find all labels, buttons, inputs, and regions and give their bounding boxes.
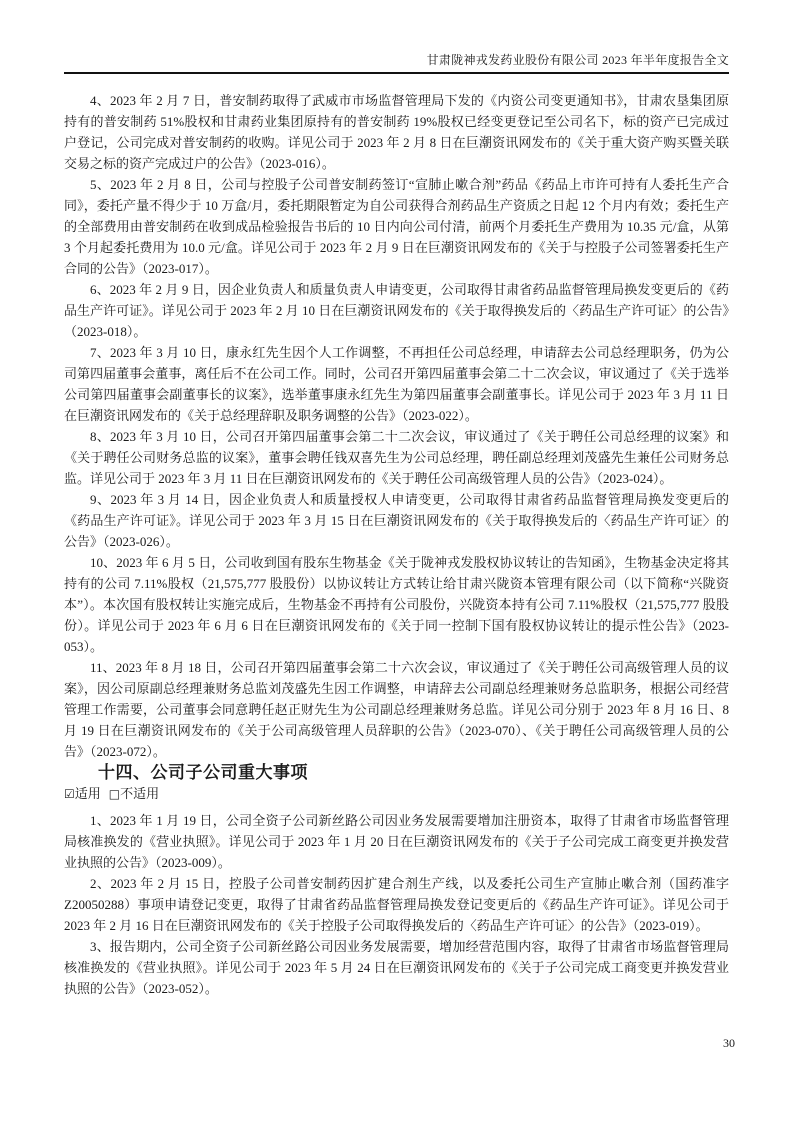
page-number: 30: [723, 1036, 735, 1050]
report-title: 甘肃陇神戎发药业股份有限公司 2023 年半年度报告全文: [426, 53, 729, 67]
major-event-paragraph-4: 4、2023 年 2 月 7 日，普安制药取得了武威市市场监督管理局下发的《内资公司变更通知书》，甘肃农垦集团原持有的普安制药 51%股权和甘肃药业集团原持有的普安制药 19%股权已经变更登记至公司名下，标的资产已完成过户登记，公司完成对普安制药的收购。详见公司于 2023 年 2 月 8 日在巨潮资讯网发布的《关于重大资产购买暨关联交易之标的资产完成过户的公告》（2023-016）。: [64, 93, 729, 171]
subsidiary-event-paragraph-3: 3、报告期内，公司全资子公司新丝路公司因业务发展需要，增加经营范围内容，取得了甘肃省市场监督管理局核准换发的《营业执照》。详见公司于 2023 年 5 月 24 日在巨潮资讯网发布的《关于子公司完成工商变更并换发营业执照的公告》（2023-052）。: [64, 939, 729, 996]
major-event-paragraph-6: 6、2023 年 2 月 9 日，因企业负责人和质量负责人申请变更，公司取得甘肃省药品监督管理局换发变更后的《药品生产许可证》。详见公司于 2023 年 2 月 10 日在巨潮资讯网发布的《关于取得换发后的〈药品生产许可证〉的公告》（2023-018）。: [64, 282, 729, 339]
major-event-paragraph-10: 10、2023 年 6 月 5 日，公司收到国有股东生物基金《关于陇神戎发股权协议转让的告知函》，生物基金决定将其持有的公司 7.11%股权（21,575,777 股股份）以协议转让方式转让给甘肃兴陇资本管理有限公司（以下简称“兴陇资本”）。本次国有股权转让实施完成后，生物基金不再持有公司股份，兴陇资本持有公司 7.11%股权（21,575,777 股股份）。详见公司于 2023 年 6 月 6 日在巨潮资讯网发布的《关于同一控制下国有股权协议转让的提示性公告》（2023-053）。: [64, 555, 729, 654]
major-event-paragraph-5: 5、2023 年 2 月 8 日，公司与控股子公司普安制药签订“宣肺止嗽合剂”药品《药品上市许可持有人委托生产合同》，委托产量不得少于 10 万盒/月，委托期限暂定为自公司获得合剂药品生产资质之日起 12 个月内有效；委托生产的全部费用由普安制药在收到成品检验报告书后的 10 日内向公司付清，前两个月委托生产费用为 10.35 元/盒，从第 3 个月起委托费用为 10.0 元/盒。详见公司于 2023 年 2 月 9 日在巨潮资讯网发布的《关于与控股子公司签署委托生产合同的公告》（2023-017）。: [64, 177, 729, 276]
major-event-paragraph-7: 7、2023 年 3 月 10 日，康永红先生因个人工作调整，不再担任公司总经理，申请辞去公司总经理职务，仍为公司第四届董事会董事，离任后不在公司工作。同时，公司召开第四届董事会第二十二次会议，审议通过了《关于选举公司第四届董事会副董事长的议案》，选举董事康永红先生为第四届董事会副董事长。详见公司于 2023 年 3 月 11 日在巨潮资讯网发布的《关于总经理辞职及职务调整的公告》（2023-022）。: [64, 345, 729, 423]
subsidiary-event-paragraph-1: 1、2023 年 1 月 19 日，公司全资子公司新丝路公司因业务发展需要增加注册资本，取得了甘肃省市场监督管理局核准换发的《营业执照》。详见公司于 2023 年 1 月 20 日在巨潮资讯网发布的《关于子公司完成工商变更并换发营业执照的公告》（2023-009）。: [64, 813, 729, 870]
section-heading-subsidiary-major-events: 十四、公司子公司重大事项: [98, 763, 308, 782]
major-event-paragraph-8: 8、2023 年 3 月 10 日，公司召开第四届董事会第二十二次会议，审议通过了《关于聘任公司总经理的议案》和《关于聘任公司财务总监的议案》，董事会聘任钱双喜先生为公司总经理，聘任副总经理刘茂盛先生兼任公司财务总监。详见公司于 2023 年 3 月 11 日在巨潮资讯网发布的《关于聘任公司高级管理人员的公告》（2023-024）。: [64, 429, 729, 486]
page-header: [64, 52, 729, 74]
checkbox-unchecked-icon: □: [108, 787, 121, 801]
subsidiary-event-paragraph-2: 2、2023 年 2 月 15 日，控股子公司普安制药因扩建合剂生产线，以及委托公司生产宣肺止嗽合剂（国药准字 Z20050288）事项申请登记变更，取得了甘肃省药品监督管理局换发登记变更后的《药品生产许可证》。详见公司于 2023 年 2 月 16 日在巨潮资讯网发布的《关于控股子公司取得换发后的〈药品生产许可证〉的公告》（2023-019）。: [64, 876, 729, 933]
checkbox-checked-icon: ☑: [64, 787, 75, 801]
document-body: [64, 90, 729, 999]
major-event-paragraph-9: 9、2023 年 3 月 14 日，因企业负责人和质量授权人申请变更，公司取得甘肃省药品监督管理局换发变更后的《药品生产许可证》。详见公司于 2023 年 3 月 15 日在巨潮资讯网发布的《关于取得换发后的〈药品生产许可证〉的公告》（2023-026）。: [64, 492, 729, 549]
applicability-row: [64, 783, 729, 805]
major-event-paragraph-11: 11、2023 年 8 月 18 日，公司召开第四届董事会第二十六次会议，审议通过了《关于聘任公司高级管理人员的议案》，因公司原副总经理兼财务总监刘茂盛先生因工作调整，申请辞去公司副总经理兼财务总监职务，根据公司经营管理工作需要，公司董事会同意聘任赵正财先生为公司副总经理兼财务总监。详见公司分别于 2023 年 8 月 16 日、8 月 19 日在巨潮资讯网发布的《关于公司高级管理人员辞职的公告》（2023-070）、《关于聘任公司高级管理人员的公告》（2023-072）。: [64, 660, 729, 759]
not-applicable-label: 不适用: [120, 786, 160, 801]
applicable-label: 适用: [74, 786, 101, 801]
